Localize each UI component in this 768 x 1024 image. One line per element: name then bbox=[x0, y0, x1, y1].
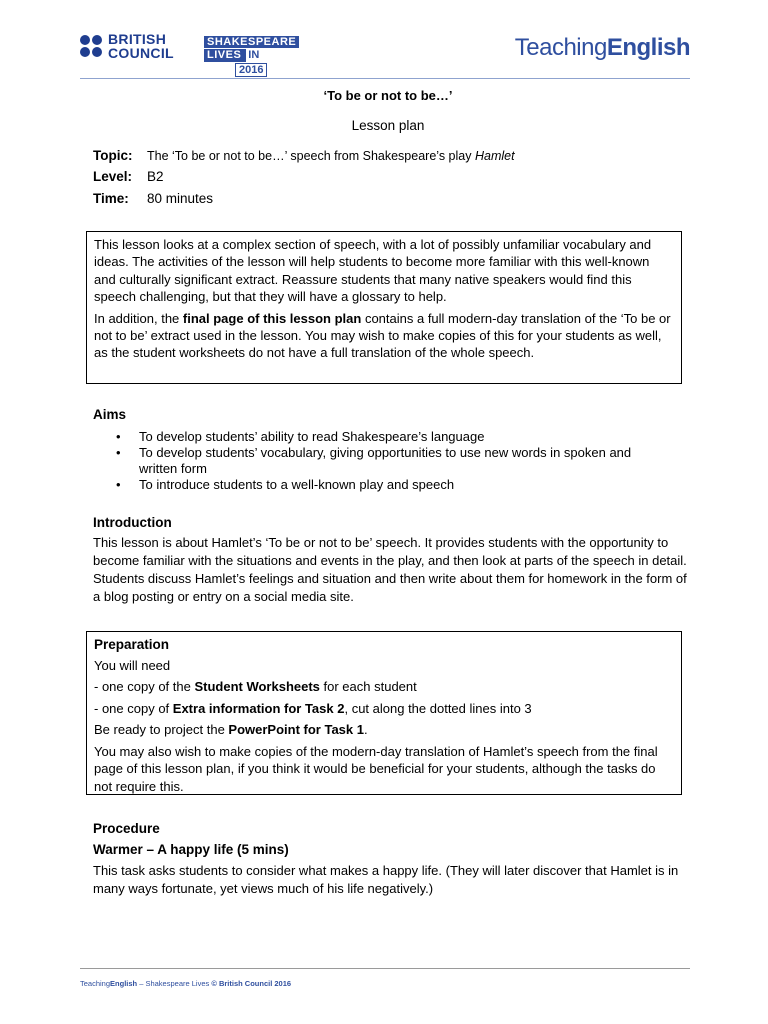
introduction-text: This lesson is about Hamlet’s ‘To be or not to be’ speech. It provides students with the opportunity to become familiar with the situations and events in the play, and then look at parts of the speech in detail. Students discuss Hamlet’s feelings and situation and then write about them for homework in the form of a blog posting or entry on a social media site. bbox=[93, 535, 687, 604]
bc-line2: COUNCIL bbox=[108, 45, 174, 61]
level-label: Level: bbox=[93, 169, 133, 184]
time-row bbox=[93, 191, 213, 206]
sl-lives: LIVES bbox=[204, 49, 244, 62]
time-label: Time: bbox=[93, 191, 129, 206]
teaching-english-logo: TeachingEnglish bbox=[514, 34, 690, 61]
sl-line1: SHAKESPEARE bbox=[204, 36, 299, 48]
procedure-heading: Procedure bbox=[93, 821, 160, 836]
intro-paragraph-1: This lesson looks at a complex section of speech, with a lot of possibly unfamiliar vocabulary and ideas. The activities of the lesson will help students to become more familiar with this well-known and culturally significant extract. Reassure students that many native speakers would find this speech challenging, but that they will have a glossary to help. bbox=[94, 237, 652, 305]
aims-heading: Aims bbox=[93, 407, 127, 422]
preparation-project: Be ready to project the PowerPoint for Task 1. bbox=[94, 722, 368, 737]
footer-rule bbox=[80, 968, 690, 969]
page-subtitle: Lesson plan bbox=[351, 118, 425, 133]
level-row bbox=[93, 169, 164, 184]
topic-text: The ‘To be or not to be…’ speech from Shakespeare’s play bbox=[147, 149, 475, 163]
bc-line1: BRITISH bbox=[108, 31, 167, 47]
level-value: B2 bbox=[147, 169, 164, 184]
warmer-heading: Warmer – A happy life (5 mins) bbox=[93, 842, 289, 857]
preparation-box bbox=[86, 631, 682, 795]
british-council-logo bbox=[80, 32, 174, 60]
aims-section bbox=[93, 406, 693, 493]
warmer-text: This task asks students to consider what makes a happy life. (They will later discover that Hamlet is in many ways fortunate, yet views much of his life negatively.) bbox=[93, 863, 679, 896]
british-council-dots-icon bbox=[80, 35, 102, 57]
intro-paragraph-2: In addition, the final page of this lesson plan contains a full modern-day translation of the ‘To be or not to be’ extract used in the lesson. You may wish to make copies of this for your students as well, as the student worksheets do not have a full translation of the whole speech. bbox=[94, 310, 671, 361]
sl-year: 2016 bbox=[235, 63, 267, 77]
preparation-copies: You may also wish to make copies of the modern-day translation of Hamlet’s speech from the final page of this lesson plan, if you think it would be beneficial for your students, although the tasks do not require this. bbox=[94, 743, 658, 794]
header-rule bbox=[80, 78, 690, 79]
topic-play: Hamlet bbox=[474, 149, 515, 163]
preparation-item-1: - one copy of the Student Worksheets for each student bbox=[94, 679, 417, 694]
topic-row bbox=[93, 148, 515, 163]
topic-label: Topic: bbox=[93, 148, 133, 163]
shakespeare-lives-logo bbox=[204, 34, 299, 77]
preparation-need: You will need bbox=[94, 657, 171, 673]
introduction-heading: Introduction bbox=[93, 515, 172, 530]
introduction-section bbox=[93, 514, 693, 606]
aims-list bbox=[93, 429, 693, 493]
time-value: 80 minutes bbox=[147, 191, 214, 206]
sl-in: IN bbox=[244, 49, 261, 62]
page-header bbox=[80, 30, 690, 80]
aim-item: • To develop students’ vocabulary, giving opportunities to use new words in spoken and written form bbox=[93, 445, 693, 477]
intro-box bbox=[86, 231, 682, 384]
aim-item: • To introduce students to a well-known play and speech bbox=[93, 477, 693, 493]
procedure-section bbox=[93, 820, 693, 898]
page-title: ‘To be or not to be…’ bbox=[323, 88, 453, 103]
aim-item: • To develop students’ ability to read Shakespeare’s language bbox=[93, 429, 693, 445]
preparation-item-2: - one copy of Extra information for Task 2, cut along the dotted lines into 3 bbox=[94, 700, 532, 716]
page-footer: TeachingEnglish – Shakespeare Lives © British Council 2016 bbox=[80, 979, 292, 988]
preparation-heading: Preparation bbox=[94, 637, 170, 652]
